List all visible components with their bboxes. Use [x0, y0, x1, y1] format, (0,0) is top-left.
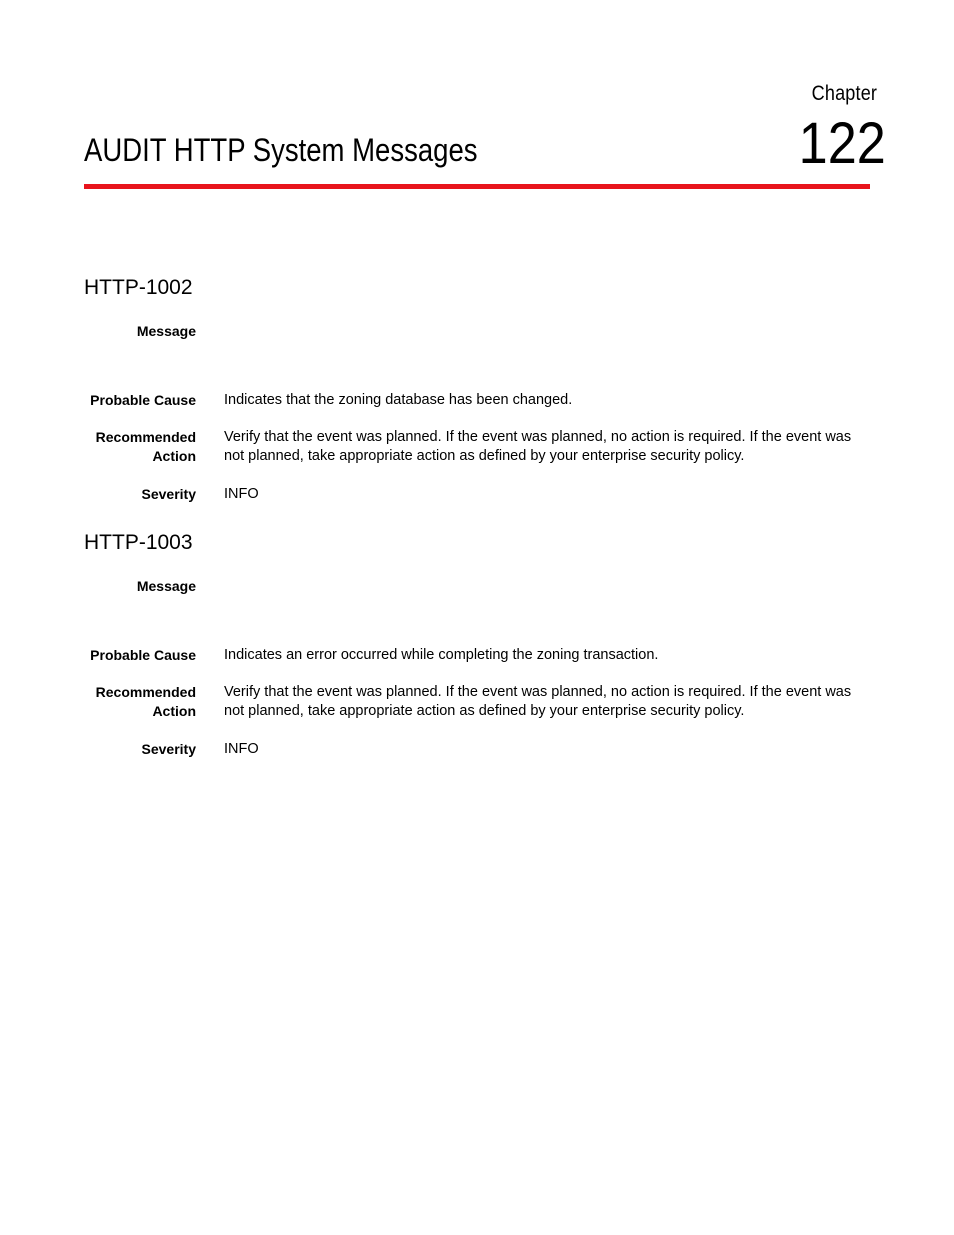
chapter-title: AUDIT HTTP System Messages — [84, 132, 478, 168]
chapter-number: 122 — [798, 111, 886, 176]
section-heading-http-1002: HTTP-1002 — [84, 276, 193, 299]
probable-cause-value: Indicates that the zoning database has been changed. — [224, 392, 573, 408]
recommended-action-label-line2: Action — [152, 703, 196, 719]
severity-label: Severity — [141, 486, 196, 502]
chapter-title-rule — [84, 184, 870, 189]
severity-label: Severity — [141, 741, 196, 757]
severity-value: INFO — [224, 486, 259, 502]
message-label: Message — [136, 578, 196, 594]
severity-value: INFO — [224, 741, 259, 757]
recommended-action-label-line1: Recommended — [95, 684, 196, 700]
recommended-action-label — [56, 683, 196, 721]
recommended-action-label — [56, 428, 196, 466]
probable-cause-label: Probable Cause — [90, 392, 196, 408]
section-heading-http-1003: HTTP-1003 — [84, 531, 193, 554]
chapter-label: Chapter — [811, 82, 877, 105]
recommended-action-value: Verify that the event was planned. If the event was planned, no action is required. If the event was not planned, take appropriate action as defined by your enterprise security policy. — [224, 684, 852, 719]
recommended-action-label-line2: Action — [152, 448, 196, 464]
probable-cause-label: Probable Cause — [90, 647, 196, 663]
recommended-action-value: Verify that the event was planned. If the event was planned, no action is required. If the event was not planned, take appropriate action as defined by your enterprise security policy. — [224, 429, 852, 464]
recommended-action-label-line1: Recommended — [95, 429, 196, 445]
probable-cause-value: Indicates an error occurred while completing the zoning transaction. — [224, 647, 659, 663]
message-label: Message — [136, 323, 196, 339]
